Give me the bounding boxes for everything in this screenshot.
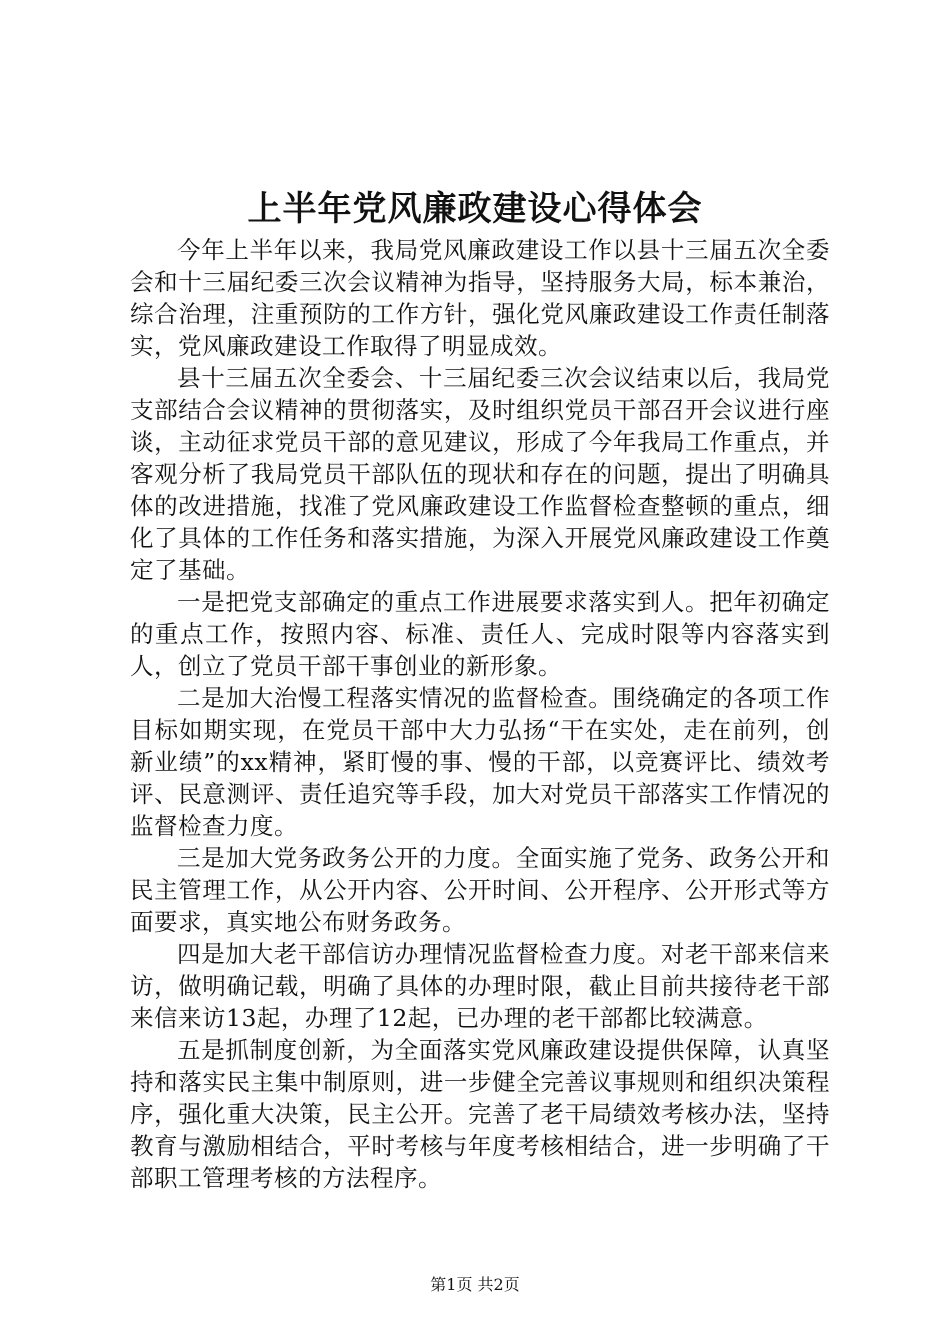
paragraph: 五是抓制度创新，为全面落实党风廉政建设提供保障，认真坚持和落实民主集中制原则，进一步健全完善议事规则和组织决策程序，强化重大决策，民主公开。完善了老干局绩效考核办法，坚持教育与激励相结合，平时考核与年度考核相结合，进一步明确了干部职工管理考核的方法程序。 [130, 1036, 830, 1192]
paragraph: 二是加大治慢工程落实情况的监督检查。围绕确定的各项工作目标如期实现，在党员干部中大力弘扬“干在实处，走在前列，创新业绩”的xx精神，紧盯慢的事、慢的干部，以竞赛评比、绩效考评、民意测评、责任追究等手段，加大对党员干部落实工作情况的监督检查力度。 [130, 684, 830, 840]
page-number-footer: 第1页 共2页 [430, 1275, 520, 1294]
document-title: 上半年党风廉政建设心得体会 [247, 189, 703, 229]
paragraph: 三是加大党务政务公开的力度。全面实施了党务、政务公开和民主管理工作，从公开内容、公开时间、公开程序、公开形式等方面要求，真实地公布财务政务。 [130, 844, 830, 936]
paragraph: 一是把党支部确定的重点工作进展要求落实到人。把年初确定的重点工作，按照内容、标准、责任人、完成时限等内容落实到人，创立了党员干部干事创业的新形象。 [130, 588, 830, 680]
document-body [130, 234, 830, 1194]
paragraph: 今年上半年以来，我局党风廉政建设工作以县十三届五次全委会和十三届纪委三次会议精神为指导，坚持服务大局，标本兼治，综合治理，注重预防的工作方针，强化党风廉政建设工作责任制落实，党风廉政建设工作取得了明显成效。 [130, 236, 830, 360]
paragraph: 四是加大老干部信访办理情况监督检查力度。对老干部来信来访，做明确记载，明确了具体的办理时限，截止目前共接待老干部来信来访13起，办理了12起，已办理的老干部都比较满意。 [130, 940, 830, 1032]
paragraph: 县十三届五次全委会、十三届纪委三次会议结束以后，我局党支部结合会议精神的贯彻落实，及时组织党员干部召开会议进行座谈，主动征求党员干部的意见建议，形成了今年我局工作重点，并客观分析了我局党员干部队伍的现状和存在的问题，提出了明确具体的改进措施，找准了党风廉政建设工作监督检查整顿的重点，细化了具体的工作任务和落实措施，为深入开展党风廉政建设工作奠定了基础。 [130, 364, 830, 584]
